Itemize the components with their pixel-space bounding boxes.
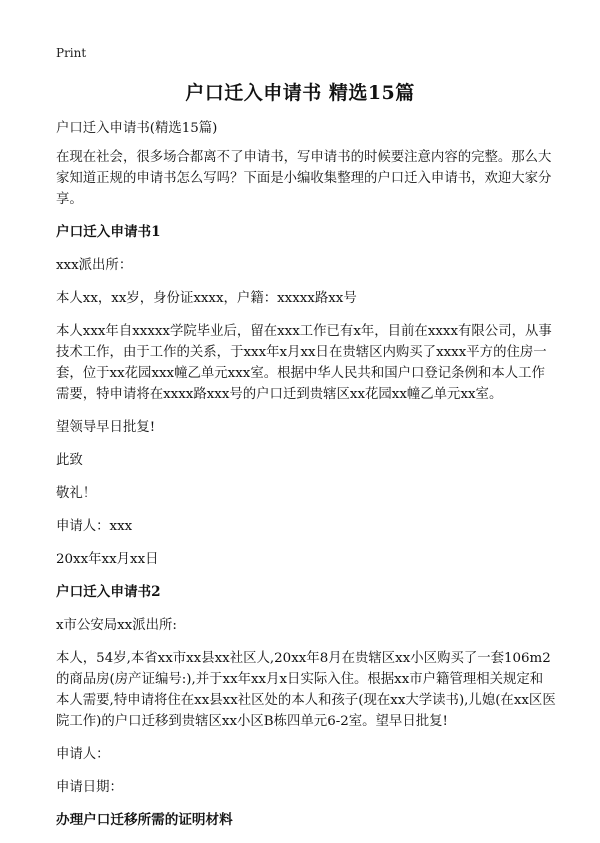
letter1-date: 20xx年xx月xx日 bbox=[56, 552, 159, 567]
letter2-body: 本人，54岁,本省xx市xx县xx社区人,20xx年8月在贵辖区xx小区购买了一套106m2的商品房(房产证编号:),并于xx年xx月x日实际入住。根据xx市户籍管理相关规定和本人需要,特申请将住在xx县xx社区处的本人和孩子(现在xx大学读书),儿媳(在xx区医院工作)的户口迁移到贵辖区xx小区B栋四单元6-2室。望早日批复! bbox=[56, 651, 556, 729]
letter2-addressee: x市公安局xx派出所: bbox=[56, 618, 177, 633]
print-link[interactable]: Print bbox=[56, 46, 87, 60]
document-body bbox=[56, 118, 556, 843]
letter1-addressee: xxx派出所： bbox=[56, 258, 133, 273]
letter1-body: 本人xxx年自xxxxx学院毕业后，留在xxx工作已有x年，目前在xxxx有限公司，从事技术工作，由于工作的关系，于xxx年x月xx日在贵辖区内购买了xxxx平方的住房一套，位于xx花园xxx幢乙单元xxx室。根据中华人民共和国户口登记条例和本人工作需要，特申请将在xxxx路xxx号的户口迁到贵辖区xx花园xx幢乙单元xx室。 bbox=[56, 324, 552, 402]
document-subtitle: 户口迁入申请书(精选15篇) bbox=[56, 121, 218, 136]
letter1-closing2: 敬礼！ bbox=[56, 486, 97, 501]
letter2-date: 申请日期： bbox=[56, 780, 123, 795]
document-title: 户口迁入申请书 精选15篇 bbox=[185, 82, 415, 104]
letter1-identity: 本人xx，xx岁，身份证xxxx，户籍：xxxxx路xx号 bbox=[56, 291, 357, 306]
letter1-request: 望领导早日批复! bbox=[56, 420, 156, 435]
letter1-closing1: 此致 bbox=[56, 453, 83, 468]
letter2-heading: 户口迁入申请书2 bbox=[56, 584, 161, 600]
letter1-heading: 户口迁入申请书1 bbox=[56, 224, 161, 240]
letter2-applicant: 申请人： bbox=[56, 747, 110, 762]
intro-paragraph: 在现在社会，很多场合都离不了申请书，写申请书的时候要注意内容的完整。那么大家知道正规的申请书怎么写吗？下面是小编收集整理的户口迁入申请书，欢迎大家分享。 bbox=[56, 150, 552, 207]
section3-heading: 办理户口迁移所需的证明材料 bbox=[56, 812, 233, 828]
letter1-applicant: 申请人：xxx bbox=[56, 519, 133, 534]
